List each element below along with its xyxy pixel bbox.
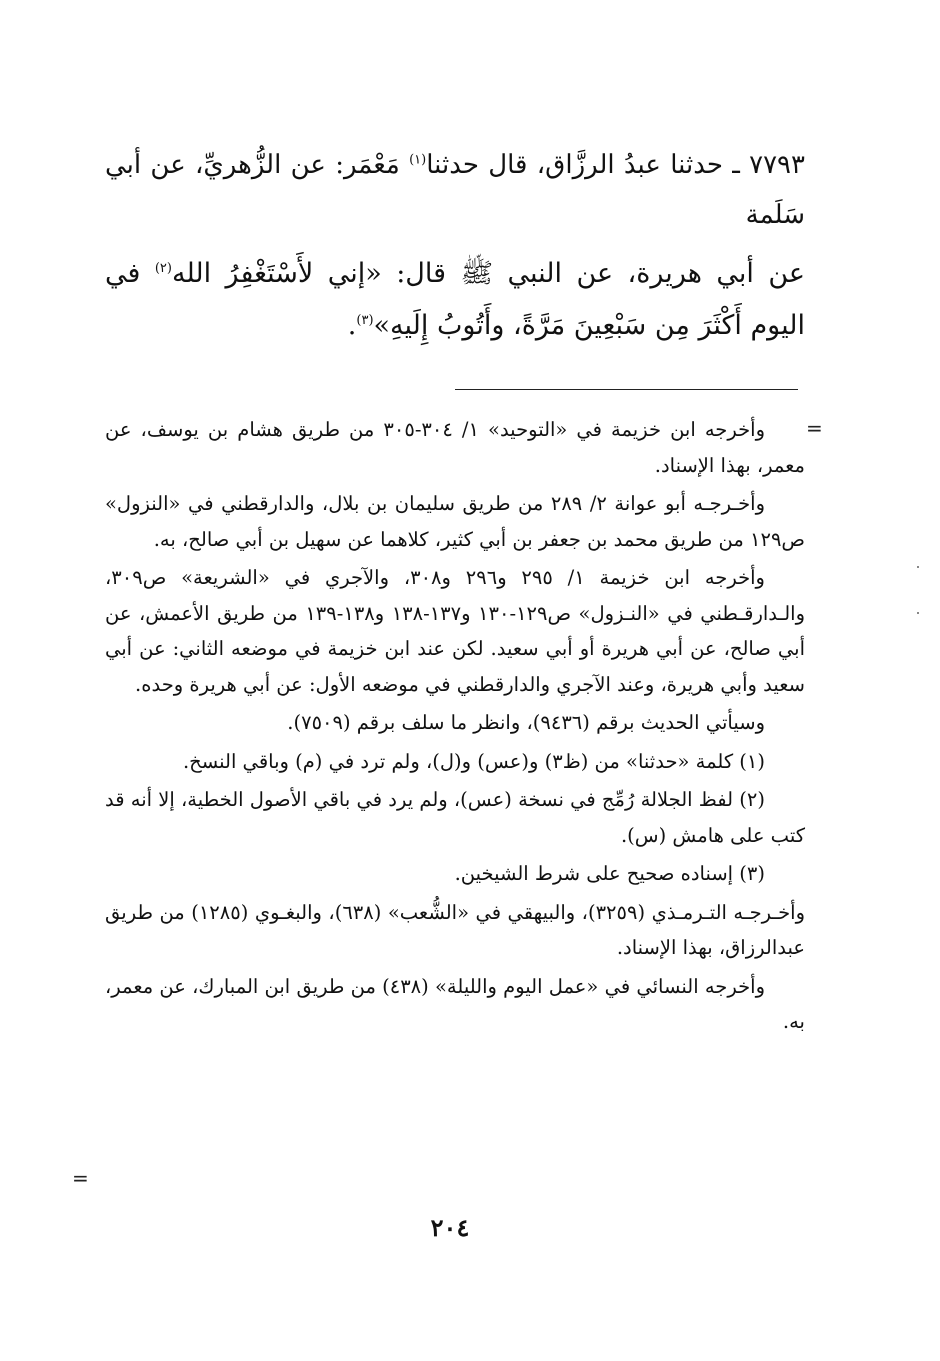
footnote-ref-1[interactable]: (١) xyxy=(409,152,427,168)
page-number: ٢٠٤ xyxy=(430,1213,470,1242)
continued-from-previous-mark: = xyxy=(806,416,823,440)
footnote-3: (٣) إسناده صحيح على شرط الشيخين. xyxy=(454,862,765,885)
hadith-isnad-end: مَعْمَر: عن الزُّهريِّ، عن أبي سَلَمة xyxy=(105,150,805,230)
footnote-ref-2[interactable]: (٢) xyxy=(154,261,172,276)
footnote-3-paragraph: وأخرجه النسائي في «عمل اليوم والليلة» (٤٣٨) من طريق ابن المبارك، عن معمر، به. xyxy=(105,974,805,1033)
footnote-continued-paragraph: وسيأتي الحديث برقم (٩٤٣٦)، وانظر ما سلف برقم (٧٥٠٩). xyxy=(287,711,765,734)
hadith-matn-start: عن أبي هريرة، عن النبي ﷺ قال: «إني لأَسْتَغْفِرُ الله xyxy=(171,258,805,289)
footnote-continued-paragraph: وأخرجه ابن خزيمة ١/ ٢٩٥ و٢٩٦ و٣٠٨، والآجري في «الشريعة» ص٣٠٩، والـدارقـطني في «النـزول» ص١٢٩-١٣٠ و١٣٧-١٣٨ و١٣٨-١٣٩ من طريق الأعمش، عن أبي صالح، عن أبي هريرة أو أبي سعيد. لكن عند ابن خزيمة في موضعه الثاني: عن أبي سعيد وأبي هريرة، وعند الآجري والدارقطني في موضعه الأول: عن أبي هريرة وحده. xyxy=(105,566,806,696)
hadith-isnad xyxy=(105,140,805,240)
margin-speck xyxy=(917,612,919,614)
hadith-matn-middle: في اليوم أَكْثَرَ مِن سَبْعِينَ مَرَّةً، وأَتُوبُ إِلَيهِ» xyxy=(105,258,805,341)
footnote-1: (١) كلمة «حدثنا» من (ظ٣) و(عس) و(ل)، ولم ترد في (م) وباقي النسخ. xyxy=(182,749,765,773)
footnote-3-paragraph: وأخـرجـه التـرمـذي (٣٢٥٩)، والبيهقي في «الشُّعب» (٦٣٨)، والبغـوي (١٢٨٥) من طريق عبدالرزاق، بهذا الإسناد. xyxy=(105,900,806,959)
continued-on-next-mark: = xyxy=(72,1166,89,1190)
footnote-continued-paragraph: وأخـرجـه أبو عوانة ٢/ ٢٨٩ من طريق سليمان بن بلال، والدارقطني في «النزول» ص١٢٩ من طريق محمد بن جعفر بن أبي كثير، كلاهما عن سهيل بن أبي صالح، به. xyxy=(105,492,805,551)
hadith-matn xyxy=(105,248,805,352)
footnote-continued-paragraph: وأخرجه ابن خزيمة في «التوحيد» ١/ ٣٠٤-٣٠٥ من طريق هشام بن يوسف، عن معمر، بهذا الإسناد. xyxy=(105,418,805,477)
hadith-matn-end: . xyxy=(347,310,357,341)
margin-speck xyxy=(917,566,919,568)
footnotes xyxy=(105,412,805,1043)
footnote-separator xyxy=(455,389,798,390)
hadith-isnad-start: ٧٧٩٣ ـ حدثنا عبدُ الرزَّاق، قال حدثنا xyxy=(426,150,805,180)
footnote-ref-3[interactable]: (٣) xyxy=(356,313,374,328)
footnote-2: (٢) لفظ الجلالة رُمِّج في نسخة (عس)، ولم يرد في باقي الأصول الخطية، إلا أنه قد كتب على هامش (س). xyxy=(105,788,805,847)
